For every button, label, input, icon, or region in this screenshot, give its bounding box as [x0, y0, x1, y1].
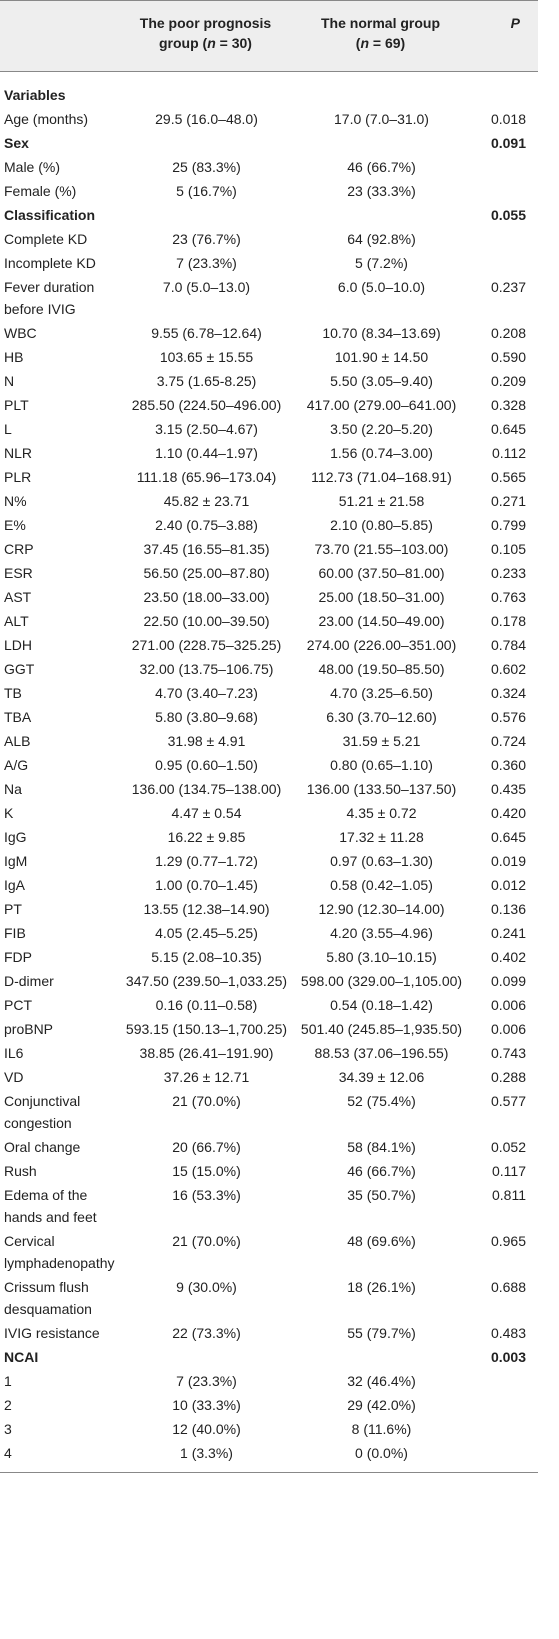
p-value	[468, 72, 538, 108]
poor-group-value: 103.65 ± 15.55	[159, 349, 254, 365]
normal-group-value: 417.00 (279.00–641.00)	[306, 397, 457, 413]
normal-group-value: 32 (46.4%)	[347, 1373, 416, 1389]
table-row	[0, 417, 538, 441]
p-value: 0.565	[490, 469, 526, 485]
normal-group-value: 23 (33.3%)	[347, 183, 416, 199]
p-value: 0.602	[490, 661, 526, 677]
header-poor-group	[118, 1, 293, 72]
table-row	[0, 705, 538, 729]
table-row	[0, 921, 538, 945]
normal-group-value	[293, 203, 468, 227]
table-header-row	[0, 1, 538, 72]
p-value: 0.091	[490, 135, 526, 151]
poor-group-value: 31.98 ± 4.91	[167, 733, 246, 749]
normal-group-value: 46 (66.7%)	[347, 159, 416, 175]
normal-group-value: 4.35 ± 0.72	[346, 805, 417, 821]
p-value: 0.006	[490, 1021, 526, 1037]
row-label: E%	[4, 517, 26, 533]
table-row	[0, 777, 538, 801]
row-label: IgA	[4, 877, 26, 893]
table-row	[0, 897, 538, 921]
normal-group-value: 5 (7.2%)	[355, 255, 408, 271]
p-value: 0.724	[490, 733, 526, 749]
poor-group-value: 7.0 (5.0–13.0)	[162, 279, 251, 295]
normal-group-value: 112.73 (71.04–168.91)	[311, 469, 452, 485]
poor-group-value: 1.10 (0.44–1.97)	[155, 445, 258, 461]
poor-group-value: 5.15 (2.08–10.35)	[151, 949, 262, 965]
p-value: 0.178	[490, 613, 526, 629]
p-value: 0.099	[490, 973, 526, 989]
table-row	[0, 633, 538, 657]
normal-group-value: 55 (79.7%)	[347, 1325, 416, 1341]
row-label: FDP	[4, 949, 32, 965]
row-label: VD	[4, 1069, 24, 1085]
normal-group-value	[293, 72, 468, 108]
poor-group-value: 56.50 (25.00–87.80)	[143, 565, 270, 581]
row-label: IgM	[4, 853, 28, 869]
row-label: Conjunctival congestion	[4, 1093, 81, 1131]
table-row	[0, 1017, 538, 1041]
row-label: ALT	[4, 613, 29, 629]
p-value: 0.328	[490, 397, 526, 413]
normal-group-value	[293, 131, 468, 155]
poor-group-value: 45.82 ± 23.71	[163, 493, 250, 509]
row-label: Variables	[4, 87, 66, 103]
header-variable	[0, 1, 118, 72]
table-row	[0, 1159, 538, 1183]
normal-group-value: 136.00 (133.50–137.50)	[306, 781, 457, 797]
table-row	[0, 1065, 538, 1089]
normal-group-value: 0.58 (0.42–1.05)	[330, 877, 433, 893]
p-value	[468, 155, 538, 179]
row-label: proBNP	[4, 1021, 54, 1037]
table-row	[0, 1183, 538, 1229]
p-value: 0.799	[490, 517, 526, 533]
poor-group-value: 9.55 (6.78–12.64)	[151, 325, 262, 341]
normal-group-value: 4.20 (3.55–4.96)	[330, 925, 433, 941]
header-p-value: P	[510, 15, 520, 31]
table-row	[0, 657, 538, 681]
table-row	[0, 393, 538, 417]
normal-group-value: 88.53 (37.06–196.55)	[314, 1045, 449, 1061]
table-row	[0, 993, 538, 1017]
p-value: 0.688	[490, 1279, 526, 1295]
table-row	[0, 537, 538, 561]
table-row	[0, 345, 538, 369]
p-value: 0.420	[490, 805, 526, 821]
p-value: 0.209	[490, 373, 526, 389]
poor-group-value: 16.22 ± 9.85	[167, 829, 246, 845]
row-label: Na	[4, 781, 22, 797]
poor-group-value: 5 (16.7%)	[176, 183, 237, 199]
header-poor-line2a: group (	[159, 35, 208, 51]
normal-group-value: 17.0 (7.0–31.0)	[334, 111, 429, 127]
header-poor-line2b: = 30)	[215, 35, 252, 51]
poor-group-value: 13.55 (12.38–14.90)	[143, 901, 270, 917]
poor-group-value: 22 (73.3%)	[172, 1325, 241, 1341]
row-label: Edema of the hands and feet	[4, 1187, 97, 1225]
table-row	[0, 1089, 538, 1135]
p-value: 0.117	[492, 1163, 526, 1179]
normal-group-value: 5.80 (3.10–10.15)	[326, 949, 437, 965]
row-label: Rush	[4, 1163, 37, 1179]
table-row	[0, 465, 538, 489]
table-row	[0, 1275, 538, 1321]
table-row	[0, 155, 538, 179]
table-row	[0, 585, 538, 609]
poor-group-value: 1.00 (0.70–1.45)	[155, 877, 258, 893]
poor-group-value: 29.5 (16.0–48.0)	[155, 111, 258, 127]
row-label: WBC	[4, 325, 37, 341]
row-label: ALB	[4, 733, 31, 749]
section-row	[0, 1345, 538, 1369]
normal-group-value: 101.90 ± 14.50	[334, 349, 429, 365]
poor-group-value	[118, 1345, 293, 1369]
p-value: 0.483	[490, 1325, 526, 1341]
table-row	[0, 753, 538, 777]
row-label: Sex	[4, 135, 29, 151]
normal-group-value: 8 (11.6%)	[351, 1421, 412, 1437]
table-row	[0, 969, 538, 993]
p-value: 0.402	[490, 949, 526, 965]
row-label: TBA	[4, 709, 32, 725]
normal-group-value: 52 (75.4%)	[347, 1093, 416, 1109]
poor-group-value: 4.47 ± 0.54	[171, 805, 242, 821]
p-value: 0.012	[490, 877, 526, 893]
normal-group-value: 29 (42.0%)	[347, 1397, 416, 1413]
row-label: IL6	[4, 1045, 24, 1061]
normal-group-value: 0 (0.0%)	[355, 1445, 408, 1461]
p-value: 0.577	[490, 1093, 526, 1109]
poor-group-value: 7 (23.3%)	[176, 255, 237, 271]
poor-group-value: 111.18 (65.96–173.04)	[136, 469, 277, 485]
row-label: 3	[4, 1421, 12, 1437]
header-normal-n: n	[360, 35, 370, 51]
row-label: FIB	[4, 925, 26, 941]
table-row	[0, 945, 538, 969]
normal-group-value: 34.39 ± 12.06	[338, 1069, 425, 1085]
normal-group-value: 46 (66.7%)	[347, 1163, 416, 1179]
poor-group-value: 2.40 (0.75–3.88)	[155, 517, 258, 533]
row-label: ESR	[4, 565, 33, 581]
normal-group-value: 6.0 (5.0–10.0)	[337, 279, 426, 295]
p-value	[468, 1393, 538, 1417]
p-value: 0.055	[490, 207, 526, 223]
table-row	[0, 561, 538, 585]
normal-group-value: 64 (92.8%)	[347, 231, 416, 247]
table-row	[0, 1393, 538, 1417]
table-row	[0, 801, 538, 825]
normal-group-value: 31.59 ± 5.21	[342, 733, 421, 749]
p-value: 0.645	[490, 421, 526, 437]
p-value	[468, 227, 538, 251]
poor-group-value: 22.50 (10.00–39.50)	[143, 613, 270, 629]
header-poor-line1: The poor prognosis	[139, 15, 272, 31]
poor-group-value	[118, 131, 293, 155]
poor-group-value: 4.05 (2.45–5.25)	[155, 925, 258, 941]
row-label: Classification	[4, 207, 96, 223]
poor-group-value: 21 (70.0%)	[172, 1233, 241, 1249]
p-value: 0.645	[490, 829, 526, 845]
row-label: NCAI	[4, 1349, 39, 1365]
row-label: IgG	[4, 829, 27, 845]
normal-group-value: 17.32 ± 11.28	[339, 829, 424, 845]
p-value: 0.018	[490, 111, 526, 127]
normal-group-value: 598.00 (329.00–1,105.00)	[300, 973, 463, 989]
p-value: 0.237	[490, 279, 526, 295]
poor-group-value: 3.15 (2.50–4.67)	[155, 421, 258, 437]
normal-group-value: 25.00 (18.50–31.00)	[318, 589, 445, 605]
row-label: IVIG resistance	[4, 1325, 100, 1341]
p-value: 0.003	[490, 1349, 526, 1365]
row-label: CRP	[4, 541, 34, 557]
table-row	[0, 1135, 538, 1159]
p-value: 0.965	[490, 1233, 526, 1249]
poor-group-value: 3.75 (1.65-8.25)	[156, 373, 257, 389]
normal-group-value: 6.30 (3.70–12.60)	[326, 709, 437, 725]
p-value: 0.288	[490, 1069, 526, 1085]
header-normal-line1: The normal group	[321, 15, 440, 31]
poor-group-value: 4.70 (3.40–7.23)	[155, 685, 258, 701]
row-label: PCT	[4, 997, 32, 1013]
normal-group-value: 60.00 (37.50–81.00)	[318, 565, 445, 581]
poor-group-value: 10 (33.3%)	[172, 1397, 241, 1413]
normal-group-value: 35 (50.7%)	[347, 1187, 416, 1203]
table-row	[0, 369, 538, 393]
poor-group-value: 25 (83.3%)	[172, 159, 241, 175]
poor-group-value: 1 (3.3%)	[180, 1445, 233, 1461]
poor-group-value: 0.16 (0.11–0.58)	[155, 997, 258, 1013]
p-value: 0.743	[490, 1045, 526, 1061]
row-label: Oral change	[4, 1139, 81, 1155]
row-label: 1	[4, 1373, 12, 1389]
p-value: 0.136	[490, 901, 526, 917]
p-value: 0.019	[490, 853, 526, 869]
header-normal-line2a: (	[355, 35, 361, 51]
section-row	[0, 131, 538, 155]
row-label: AST	[4, 589, 32, 605]
row-label: GGT	[4, 661, 35, 677]
poor-group-value: 20 (66.7%)	[172, 1139, 241, 1155]
p-value: 0.576	[490, 709, 526, 725]
row-label: Age (months)	[4, 111, 89, 127]
table-row	[0, 609, 538, 633]
table-row	[0, 729, 538, 753]
normal-group-value: 48.00 (19.50–85.50)	[318, 661, 445, 677]
row-label: TB	[4, 685, 22, 701]
row-label: PLR	[4, 469, 32, 485]
normal-group-value: 0.80 (0.65–1.10)	[330, 757, 433, 773]
normal-group-value: 48 (69.6%)	[347, 1233, 416, 1249]
normal-group-value: 501.40 (245.85–1,935.50)	[300, 1021, 463, 1037]
poor-group-value: 9 (30.0%)	[176, 1279, 237, 1295]
p-value: 0.590	[490, 349, 526, 365]
table-row	[0, 849, 538, 873]
p-value	[468, 251, 538, 275]
poor-group-value: 347.50 (239.50–1,033.25)	[125, 973, 288, 989]
row-label: NLR	[4, 445, 33, 461]
row-label: D-dimer	[4, 973, 54, 989]
row-label: Incomplete KD	[4, 255, 96, 271]
poor-group-value: 38.85 (26.41–191.90)	[139, 1045, 274, 1061]
poor-group-value: 23.50 (18.00–33.00)	[143, 589, 270, 605]
poor-group-value: 593.15 (150.13–1,700.25)	[125, 1021, 288, 1037]
normal-group-value: 58 (84.1%)	[347, 1139, 416, 1155]
p-value: 0.208	[490, 325, 526, 341]
normal-group-value	[293, 1345, 468, 1369]
table-row	[0, 227, 538, 251]
table-row	[0, 825, 538, 849]
normal-group-value: 0.54 (0.18–1.42)	[330, 997, 433, 1013]
table-row	[0, 275, 538, 321]
p-value: 0.360	[490, 757, 526, 773]
p-value: 0.324	[490, 685, 526, 701]
normal-group-value: 274.00 (226.00–351.00)	[306, 637, 457, 653]
table-row	[0, 1441, 538, 1473]
normal-group-value: 2.10 (0.80–5.85)	[330, 517, 433, 533]
row-label: 2	[4, 1397, 12, 1413]
poor-group-value: 37.26 ± 12.71	[163, 1069, 250, 1085]
row-label: N%	[4, 493, 27, 509]
poor-group-value: 23 (76.7%)	[172, 231, 241, 247]
p-value: 0.233	[490, 565, 526, 581]
normal-group-value: 23.00 (14.50–49.00)	[318, 613, 445, 629]
row-label: Fever duration before IVIG	[4, 279, 95, 317]
table-row	[0, 873, 538, 897]
table-row	[0, 107, 538, 131]
table-row	[0, 251, 538, 275]
row-label: HB	[4, 349, 24, 365]
normal-group-value: 51.21 ± 21.58	[338, 493, 425, 509]
table-row	[0, 1041, 538, 1065]
header-normal-group	[293, 1, 468, 72]
p-value: 0.784	[490, 637, 526, 653]
p-value: 0.105	[490, 541, 526, 557]
table-row	[0, 179, 538, 203]
normal-group-value: 1.56 (0.74–3.00)	[330, 445, 433, 461]
row-label: PT	[4, 901, 22, 917]
row-label: PLT	[4, 397, 29, 413]
table-row	[0, 513, 538, 537]
normal-group-value: 0.97 (0.63–1.30)	[330, 853, 433, 869]
poor-group-value: 21 (70.0%)	[172, 1093, 241, 1109]
header-normal-line2b: = 69)	[369, 35, 406, 51]
p-value	[468, 1369, 538, 1393]
table-row	[0, 1369, 538, 1393]
row-label: K	[4, 805, 14, 821]
p-value: 0.763	[490, 589, 526, 605]
row-label: A/G	[4, 757, 29, 773]
table-row	[0, 1417, 538, 1441]
poor-group-value: 1.29 (0.77–1.72)	[155, 853, 258, 869]
normal-group-value: 4.70 (3.25–6.50)	[330, 685, 433, 701]
p-value	[468, 1417, 538, 1441]
p-value	[468, 179, 538, 203]
p-value: 0.811	[492, 1187, 526, 1203]
poor-group-value: 37.45 (16.55–81.35)	[143, 541, 270, 557]
normal-group-value: 5.50 (3.05–9.40)	[330, 373, 433, 389]
table-row	[0, 441, 538, 465]
row-label: LDH	[4, 637, 33, 653]
poor-group-value: 32.00 (13.75–106.75)	[139, 661, 274, 677]
poor-group-value: 136.00 (134.75–138.00)	[131, 781, 282, 797]
poor-group-value	[118, 203, 293, 227]
p-value: 0.271	[490, 493, 526, 509]
p-value	[468, 1441, 538, 1473]
normal-group-value: 3.50 (2.20–5.20)	[330, 421, 433, 437]
poor-group-value	[118, 72, 293, 108]
header-poor-n: n	[207, 35, 216, 51]
poor-group-value: 7 (23.3%)	[176, 1373, 237, 1389]
poor-group-value: 285.50 (224.50–496.00)	[131, 397, 282, 413]
normal-group-value: 10.70 (8.34–13.69)	[322, 325, 441, 341]
row-label: Cervical lymphadenopathy	[4, 1233, 115, 1271]
row-label: Complete KD	[4, 231, 88, 247]
poor-group-value: 0.95 (0.60–1.50)	[155, 757, 258, 773]
row-label: Female (%)	[4, 183, 77, 199]
table-row	[0, 489, 538, 513]
poor-group-value: 12 (40.0%)	[172, 1421, 241, 1437]
p-value: 0.241	[490, 925, 526, 941]
p-value: 0.112	[492, 445, 526, 461]
p-value: 0.006	[490, 997, 526, 1013]
row-label: Crissum flush desquamation	[4, 1279, 92, 1317]
poor-group-value: 15 (15.0%)	[172, 1163, 241, 1179]
poor-group-value: 271.00 (228.75–325.25)	[131, 637, 282, 653]
row-label: N	[4, 373, 15, 389]
table-row	[0, 681, 538, 705]
poor-group-value: 5.80 (3.80–9.68)	[155, 709, 258, 725]
table-row	[0, 1321, 538, 1345]
section-row	[0, 72, 538, 108]
p-value: 0.052	[490, 1139, 526, 1155]
row-label: Male (%)	[4, 159, 61, 175]
normal-group-value: 73.70 (21.55–103.00)	[314, 541, 449, 557]
row-label: L	[4, 421, 12, 437]
poor-group-value: 16 (53.3%)	[172, 1187, 241, 1203]
section-row	[0, 203, 538, 227]
table-row	[0, 321, 538, 345]
normal-group-value: 18 (26.1%)	[347, 1279, 416, 1295]
row-label: 4	[4, 1445, 12, 1461]
p-value: 0.435	[490, 781, 526, 797]
table-row	[0, 1229, 538, 1275]
normal-group-value: 12.90 (12.30–14.00)	[318, 901, 445, 917]
